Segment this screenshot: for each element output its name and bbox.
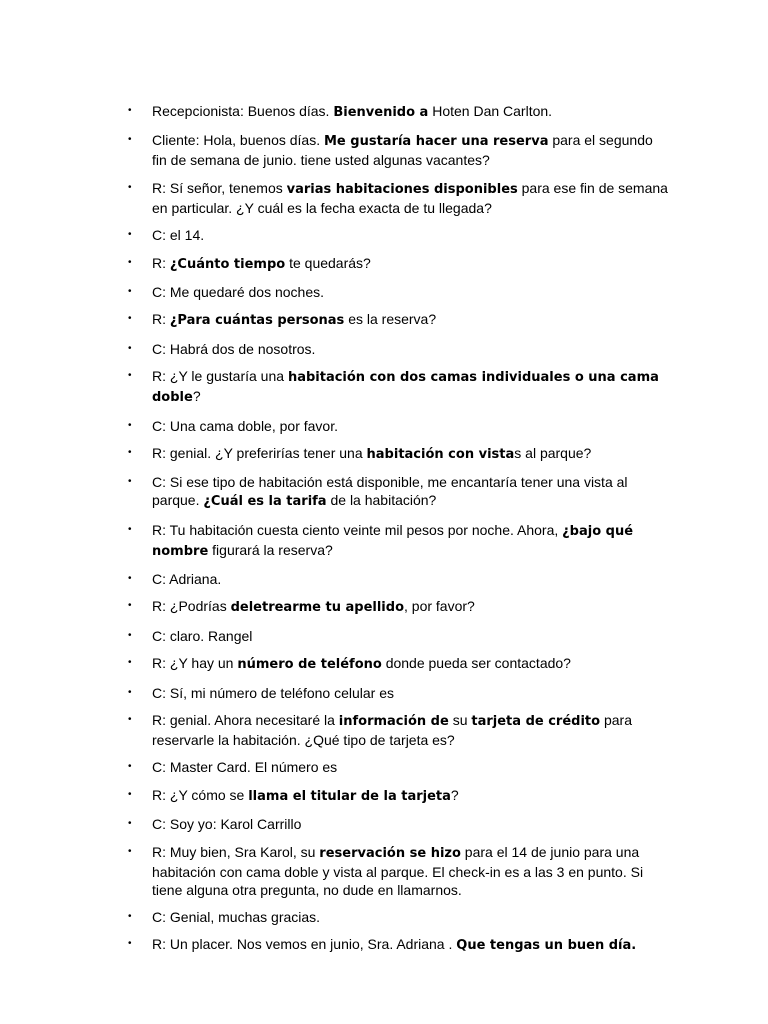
bullet-icon: • [128, 105, 132, 116]
bullet-icon: • [128, 446, 132, 458]
dialogue-line [0, 815, 768, 833]
dialogue-line [0, 786, 768, 806]
dialogue-list [0, 102, 768, 965]
bold-phrase: Bienvenido a [333, 105, 429, 120]
dialogue-line [0, 131, 768, 169]
dialogue-line [0, 521, 768, 561]
dialogue-line [0, 102, 768, 122]
text-segment: R: genial. ¿Y preferirías tener una [152, 444, 367, 461]
bullet-icon: • [128, 370, 132, 382]
bold-phrase: Me gustaría hacer una reserva [324, 134, 549, 150]
bullet-icon: • [128, 523, 132, 535]
text-segment: C: Genial, muchas gracias. [152, 908, 321, 925]
bullet-icon: • [128, 313, 132, 325]
text-segment: Hoten Dan Carlton. [428, 103, 553, 119]
dialogue-line [0, 340, 768, 358]
text-segment: C: Adriana. [152, 571, 222, 588]
bullet-icon: • [128, 342, 132, 354]
text-segment: C: Soy yo: Karol Carrillo [152, 816, 302, 833]
text-segment: C: Sí, mi número de teléfono celular es [152, 684, 395, 701]
text-segment: para reservarle la habitación. ¿Qué tipo de tarjeta es? [152, 712, 632, 749]
bold-phrase: ¿Cuál es la tarifa [203, 494, 327, 510]
text-segment: R: ¿Y le gustaría una [152, 368, 288, 385]
dialogue-line [0, 597, 768, 617]
text-segment: C: Habrá dos de nosotros. [152, 340, 316, 357]
text-segment: Cliente: Hola, buenos días. [152, 132, 324, 149]
dialogue-line [0, 908, 768, 926]
bullet-icon: • [128, 818, 132, 830]
bullet-icon: • [128, 910, 132, 922]
text-segment: figurará la reserva? [208, 541, 333, 558]
bullet-icon: • [128, 714, 132, 726]
dialogue-line [0, 935, 768, 955]
text-segment: para ese fin de semana en particular. ¿Y cuál es la fecha exacta de tu llegada? [152, 179, 668, 216]
bullet-icon: • [128, 686, 132, 698]
text-segment: R: Tu habitación cuesta ciento veinte mil pesos por noche. Ahora, [152, 521, 563, 538]
text-segment: R: [152, 311, 170, 328]
dialogue-line [0, 226, 768, 244]
bold-phrase: ¿Para cuántas personas [169, 313, 345, 329]
text-segment: te quedarás? [285, 254, 371, 271]
dialogue-line [0, 417, 768, 435]
bullet-icon: • [128, 256, 132, 268]
bold-phrase: habitación con vista [366, 446, 515, 462]
dialogue-line [0, 254, 768, 274]
bold-phrase: habitación con dos camas individuales o una cama doble [152, 370, 659, 406]
text-segment: s al parque? [514, 444, 592, 461]
text-segment: , por favor? [404, 598, 475, 615]
text-segment: ? [192, 388, 201, 405]
dialogue-line [0, 444, 768, 464]
bold-phrase: número de teléfono [237, 657, 382, 673]
bullet-icon: • [128, 229, 132, 241]
bullet-icon: • [128, 657, 132, 669]
dialogue-line [0, 310, 768, 330]
text-segment: su [448, 712, 472, 729]
bullet-icon: • [128, 629, 132, 641]
text-segment: R: genial. Ahora necesitaré la [152, 712, 339, 729]
dialogue-line [0, 843, 768, 899]
bullet-icon: • [128, 181, 132, 193]
bullet-icon: • [128, 285, 132, 297]
bullet-icon: • [128, 761, 132, 773]
dialogue-line [0, 473, 768, 511]
text-segment: donde pueda ser contactado? [381, 655, 571, 672]
text-segment: C: Una cama doble, por favor. [152, 417, 338, 434]
bullet-icon: • [128, 600, 132, 612]
text-segment: de la habitación? [326, 492, 437, 509]
text-segment: R: ¿Podrías [152, 598, 231, 615]
dialogue-line [0, 758, 768, 776]
bold-phrase: ¿Cuánto tiempo [169, 256, 286, 272]
bullet-icon: • [128, 788, 132, 800]
text-segment: R: Sí señor, tenemos [152, 179, 287, 196]
text-segment: ? [450, 786, 459, 803]
bold-phrase: tarjeta de crédito [471, 714, 601, 730]
text-segment: C: Master Card. El número es [152, 759, 338, 776]
text-segment: R: ¿Y hay un [152, 655, 238, 672]
text-segment: C: Me quedaré dos noches. [152, 283, 324, 300]
dialogue-line [0, 283, 768, 301]
text-segment: para el segundo fin de semana de junio. tiene usted algunas vacantes? [152, 132, 653, 169]
text-segment: es la reserva? [344, 311, 437, 328]
bullet-icon: • [128, 573, 132, 585]
bold-phrase: información de [338, 714, 449, 730]
text-segment: Recepcionista: Buenos días. [152, 103, 334, 119]
text-segment: R: ¿Y cómo se [152, 786, 249, 803]
dialogue-line [0, 179, 768, 217]
text-segment: R: Un placer. Nos vemos en junio, Sra. Adriana . [152, 936, 457, 953]
bullet-icon: • [128, 845, 132, 857]
text-segment: para el 14 de junio para una habitación con cama doble y vista al parque. El check-in es a las 3 en punto. Si tiene alguna otra pregunta, no dude en llamarnos. [152, 843, 644, 898]
text-segment: C: Si ese tipo de habitación está disponible, me encantaría tener una vista al parque. [152, 474, 628, 509]
bullet-icon: • [128, 134, 132, 146]
text-segment: C: claro. Rangel [152, 627, 253, 644]
dialogue-line [0, 684, 768, 702]
bold-phrase: llama el titular de la tarjeta [248, 788, 451, 804]
dialogue-line [0, 711, 768, 749]
bold-phrase: varias habitaciones disponibles [286, 181, 518, 197]
text-segment: R: [152, 254, 170, 271]
bullet-icon: • [128, 938, 132, 950]
dialogue-line [0, 627, 768, 645]
bullet-icon: • [128, 419, 132, 431]
text-segment: R: Muy bien, Sra Karol, su [152, 843, 320, 860]
bold-phrase: deletrearme tu apellido [230, 600, 404, 616]
bullet-icon: • [128, 476, 132, 488]
dialogue-line [0, 367, 768, 407]
dialogue-line [0, 654, 768, 674]
bold-phrase: reservación se hizo [319, 845, 461, 861]
bold-phrase: ¿bajo qué nombre [152, 523, 634, 559]
text-segment: C: el 14. [152, 227, 205, 244]
bold-phrase: Que tengas un buen día. [456, 938, 637, 954]
dialogue-line [0, 570, 768, 588]
